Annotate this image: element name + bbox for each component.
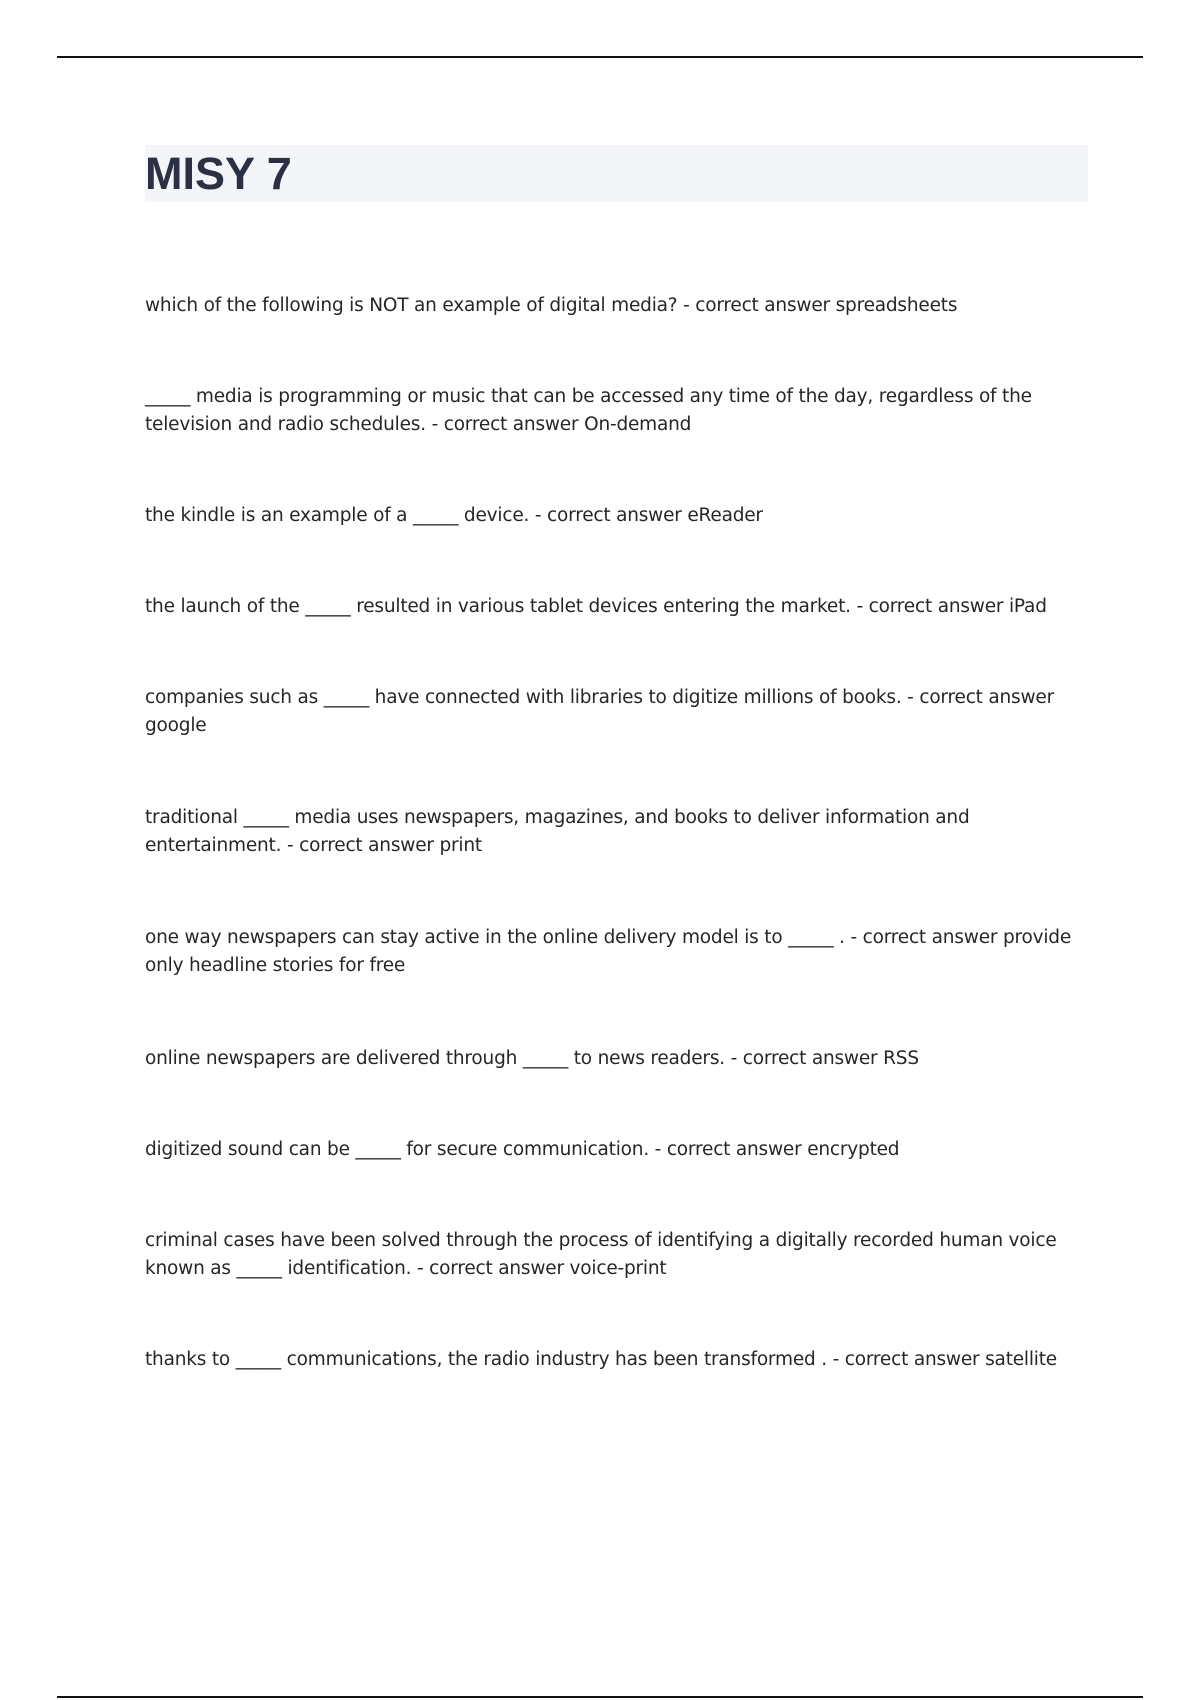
qa-item-4: the launch of the _____ resulted in various tablet devices entering the market. - correct answer iPad	[145, 596, 1047, 617]
document-title: MISY 7	[145, 148, 292, 199]
top-rule	[57, 56, 1143, 58]
qa-item-3: the kindle is an example of a _____ device. - correct answer eReader	[145, 505, 763, 526]
qa-item-7: one way newspapers can stay active in the online delivery model is to _____ . - correct answer provide only headline stories for free	[145, 927, 1072, 976]
qa-item-10: criminal cases have been solved through the process of identifying a digitally recorded human voice known as _____ identification. - correct answer voice-print	[145, 1230, 1057, 1279]
qa-item-6: traditional _____ media uses newspapers, magazines, and books to deliver information and entertainment. - correct answer print	[145, 807, 970, 856]
qa-item-8: online newspapers are delivered through _____ to news readers. - correct answer RSS	[145, 1048, 919, 1069]
qa-item-9: digitized sound can be _____ for secure communication. - correct answer encrypted	[145, 1139, 900, 1160]
qa-item-5: companies such as _____ have connected with libraries to digitize millions of books. - correct answer google	[145, 687, 1055, 736]
qa-item-11: thanks to _____ communications, the radio industry has been transformed . - correct answer satellite	[145, 1349, 1057, 1370]
qa-item-1: which of the following is NOT an example of digital media? - correct answer spreadsheets	[145, 295, 958, 316]
bottom-rule	[57, 1696, 1143, 1698]
qa-item-2: _____ media is programming or music that can be accessed any time of the day, regardless of the television and radio schedules. - correct answer On-demand	[145, 386, 1032, 435]
